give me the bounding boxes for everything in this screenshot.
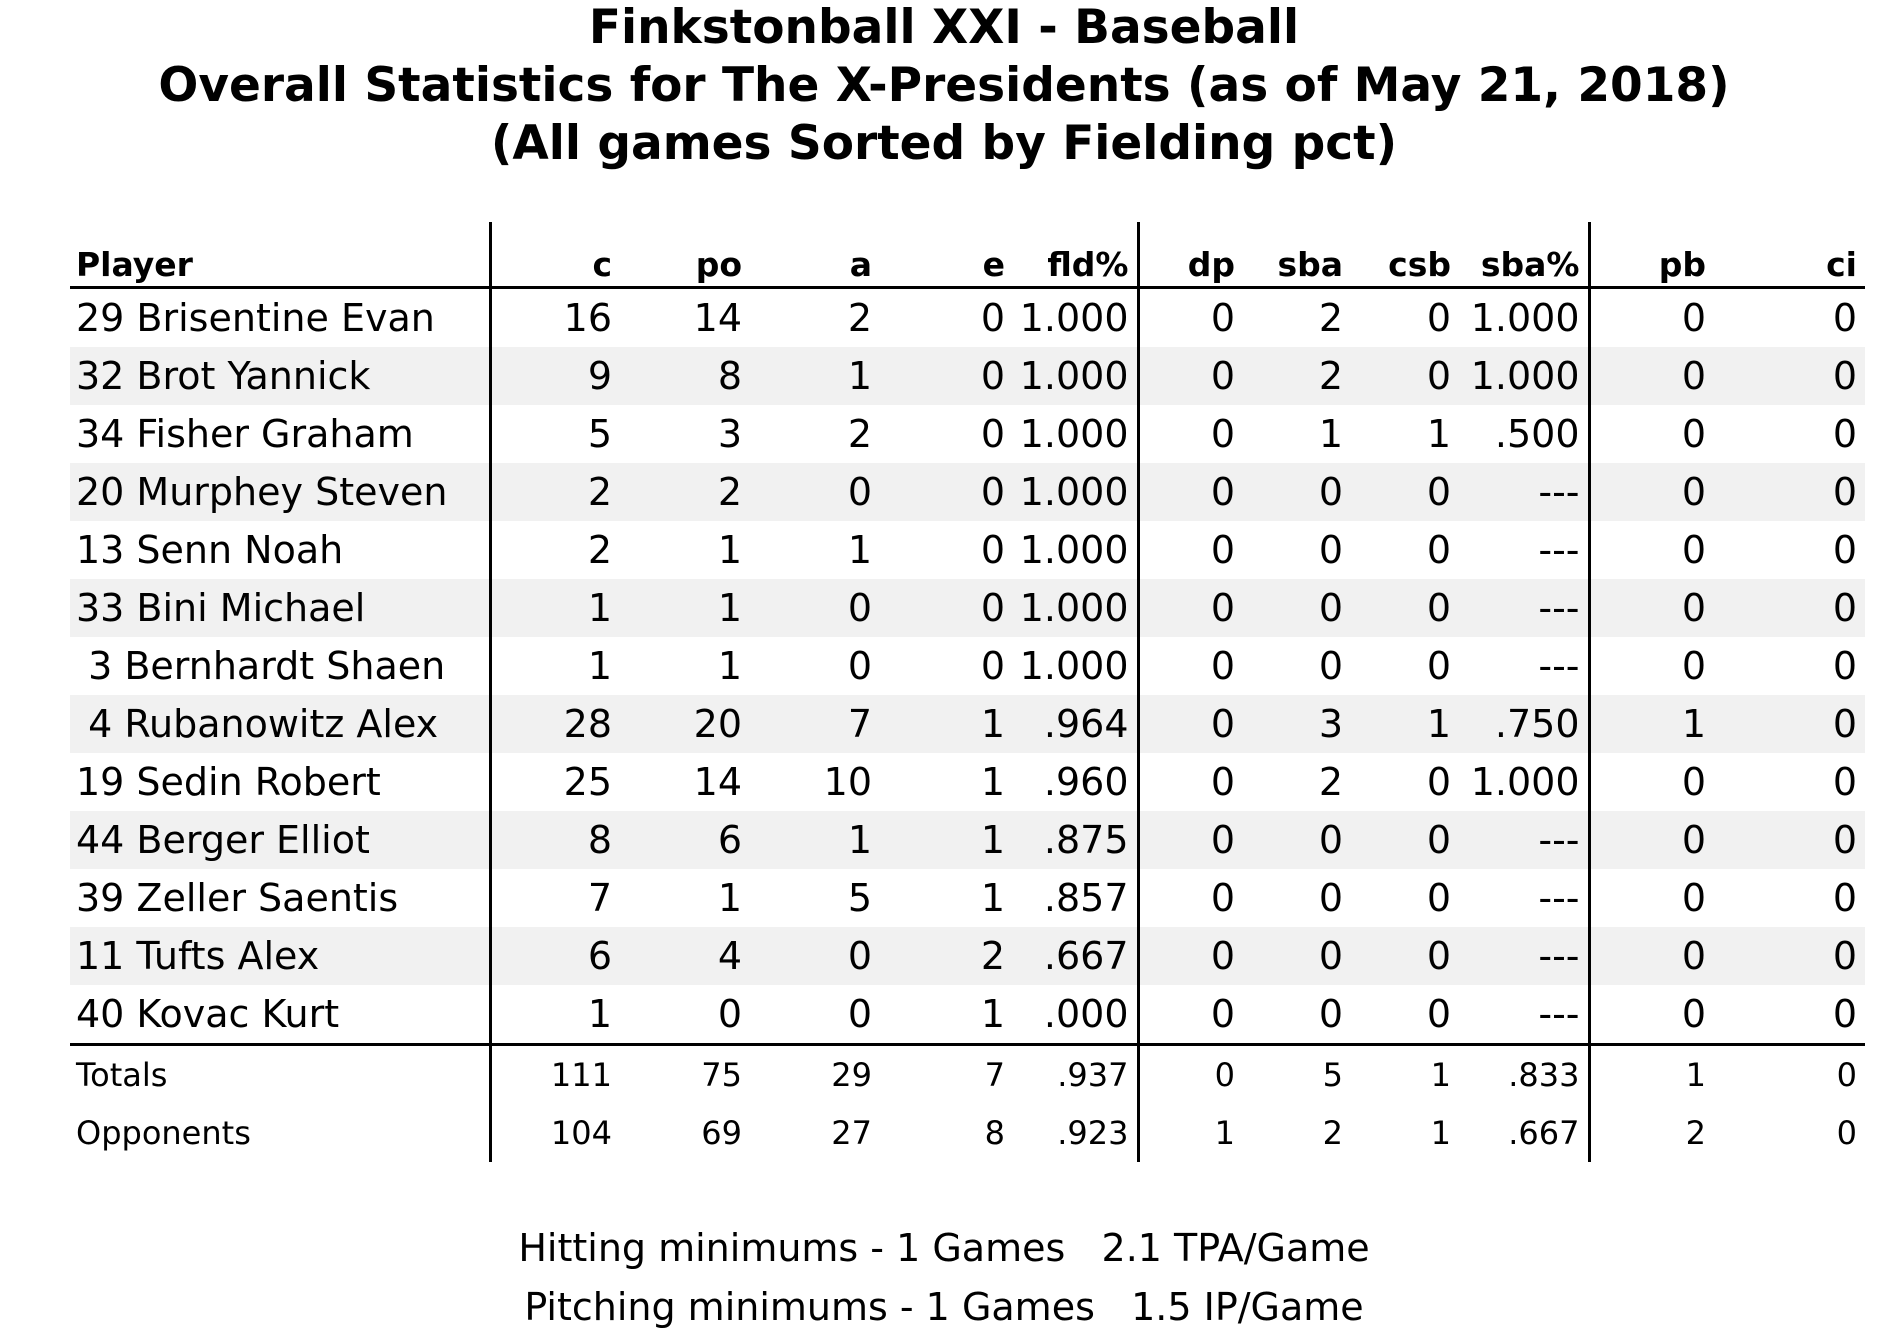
- player-cell: Opponents: [70, 1104, 490, 1162]
- sba-pct-cell: ---: [1459, 579, 1589, 637]
- c-cell: 9: [490, 347, 620, 405]
- dp-cell: 0: [1210, 992, 1235, 1036]
- po-cell: 3: [717, 412, 742, 456]
- table-row: [70, 869, 1865, 927]
- csb-cell: 0: [1426, 296, 1451, 340]
- col-header-ci: ci: [1826, 245, 1857, 284]
- sba-cell: 2: [1318, 296, 1343, 340]
- a-cell: 1: [847, 528, 872, 572]
- table-row: [70, 985, 1865, 1045]
- po-cell: 1: [620, 579, 750, 637]
- pb-cell: 1: [1685, 1056, 1706, 1094]
- po-cell: 1: [717, 876, 742, 920]
- sba-pct-cell: ---: [1459, 811, 1589, 869]
- pb-cell: 0: [1681, 760, 1706, 804]
- e-cell: 1: [880, 695, 1013, 753]
- c-cell: 25: [563, 760, 612, 804]
- title-line-2: Overall Statistics for The X-Presidents (as of May 21, 2018): [158, 58, 1730, 113]
- sba-cell: 0: [1318, 644, 1343, 688]
- sba-pct-cell: ---: [1459, 985, 1589, 1045]
- col-header-csb: csb: [1388, 245, 1451, 284]
- ci-cell: 0: [1832, 412, 1857, 456]
- table-row: [70, 347, 1865, 405]
- pb-cell: 0: [1681, 528, 1706, 572]
- pitching-minimums: Pitching minimums - 1 Games 1.5 IP/Game: [524, 1285, 1364, 1329]
- opponents-row: [70, 1104, 1865, 1162]
- table-row: [70, 637, 1865, 695]
- po-cell: 0: [717, 992, 742, 1036]
- a-cell: 0: [750, 463, 880, 521]
- pb-cell: 0: [1589, 811, 1714, 869]
- e-cell: 0: [980, 412, 1005, 456]
- pb-cell: 2: [1685, 1114, 1706, 1152]
- dp-cell: 0: [1210, 644, 1235, 688]
- sba-cell: 2: [1322, 1114, 1343, 1152]
- pb-cell: 0: [1681, 644, 1706, 688]
- po-cell: 69: [701, 1114, 742, 1152]
- title-line-3: (All games Sorted by Fielding pct): [490, 116, 1398, 171]
- table-row: [70, 405, 1865, 463]
- pb-cell: 1: [1589, 695, 1714, 753]
- a-cell: 29: [831, 1056, 872, 1094]
- po-cell: 1: [717, 644, 742, 688]
- csb-cell: 1: [1351, 695, 1459, 753]
- player-cell: Totals: [70, 1045, 490, 1105]
- sba-pct-cell: .750: [1459, 695, 1589, 753]
- c-cell: 5: [587, 412, 612, 456]
- po-cell: 2: [620, 463, 750, 521]
- a-cell: 2: [847, 296, 872, 340]
- player-cell: 40 Kovac Kurt: [70, 985, 490, 1045]
- csb-cell: 0: [1351, 463, 1459, 521]
- a-cell: 27: [831, 1114, 872, 1152]
- po-cell: 6: [620, 811, 750, 869]
- player-cell: 11 Tufts Alex: [70, 927, 490, 985]
- table-row: [70, 811, 1865, 869]
- ci-cell: 0: [1714, 811, 1865, 869]
- col-header-c: c: [592, 245, 612, 284]
- a-cell: 1: [750, 811, 880, 869]
- e-cell: 2: [880, 927, 1013, 985]
- csb-cell: 1: [1426, 412, 1451, 456]
- po-cell: 20: [620, 695, 750, 753]
- col-header-dp: dp: [1187, 245, 1235, 284]
- ci-cell: 0: [1832, 992, 1857, 1036]
- player-cell: 32 Brot Yannick: [70, 347, 490, 405]
- fld-pct-cell: .937: [1013, 1045, 1138, 1105]
- a-cell: 7: [750, 695, 880, 753]
- a-cell: 0: [750, 579, 880, 637]
- hitting-minimums: Hitting minimums - 1 Games 2.1 TPA/Game: [518, 1226, 1370, 1270]
- table-row: [70, 463, 1865, 521]
- a-cell: 2: [847, 412, 872, 456]
- fld-pct-cell: 1.000: [1013, 579, 1138, 637]
- sba-cell: 2: [1318, 760, 1343, 804]
- ci-cell: 0: [1832, 760, 1857, 804]
- col-header-pb: pb: [1658, 245, 1706, 284]
- a-cell: 0: [750, 927, 880, 985]
- player-cell: 39 Zeller Saentis: [70, 869, 490, 927]
- ci-cell: 0: [1832, 876, 1857, 920]
- pb-cell: 0: [1589, 927, 1714, 985]
- sba-cell: 0: [1318, 876, 1343, 920]
- col-header-e: e: [982, 245, 1005, 284]
- c-cell: 6: [490, 927, 620, 985]
- fld-pct-cell: 1.000: [1013, 288, 1138, 348]
- sba-cell: 0: [1243, 463, 1351, 521]
- csb-cell: 0: [1351, 927, 1459, 985]
- sba-cell: 0: [1243, 579, 1351, 637]
- dp-cell: 0: [1138, 927, 1243, 985]
- fld-pct-cell: .000: [1013, 985, 1138, 1045]
- e-cell: 1: [980, 876, 1005, 920]
- ci-cell: 0: [1832, 644, 1857, 688]
- ci-cell: 0: [1836, 1114, 1857, 1152]
- pb-cell: 0: [1681, 876, 1706, 920]
- fld-pct-cell: 1.000: [1013, 463, 1138, 521]
- sba-cell: 3: [1243, 695, 1351, 753]
- fld-pct-cell: 1.000: [1013, 521, 1138, 579]
- col-header-a: a: [849, 245, 872, 284]
- sba-pct-cell: ---: [1459, 521, 1589, 579]
- col-header-sba-pct: sba%: [1459, 222, 1589, 288]
- sba-cell: 1: [1318, 412, 1343, 456]
- player-cell: 4 Rubanowitz Alex: [70, 695, 490, 753]
- ci-cell: 0: [1832, 296, 1857, 340]
- player-cell: 13 Senn Noah: [70, 521, 490, 579]
- dp-cell: 0: [1210, 296, 1235, 340]
- col-header-player: Player: [70, 222, 490, 288]
- player-cell: 19 Sedin Robert: [70, 753, 490, 811]
- csb-cell: 0: [1351, 347, 1459, 405]
- sba-pct-cell: .500: [1459, 405, 1589, 463]
- po-cell: 4: [620, 927, 750, 985]
- dp-cell: 0: [1210, 876, 1235, 920]
- csb-cell: 0: [1426, 644, 1451, 688]
- header-row: [70, 222, 1865, 288]
- fielding-stats-table: [70, 222, 1865, 1162]
- dp-cell: 0: [1138, 347, 1243, 405]
- e-cell: 0: [980, 528, 1005, 572]
- po-cell: 1: [717, 528, 742, 572]
- col-header-fld-pct: fld%: [1013, 222, 1138, 288]
- e-cell: 0: [980, 644, 1005, 688]
- c-cell: 8: [490, 811, 620, 869]
- e-cell: 1: [980, 760, 1005, 804]
- table-row: [70, 288, 1865, 348]
- c-cell: 104: [550, 1114, 612, 1152]
- sba-pct-cell: ---: [1459, 637, 1589, 695]
- e-cell: 1: [980, 992, 1005, 1036]
- pb-cell: 0: [1589, 579, 1714, 637]
- totals-row: [70, 1045, 1865, 1105]
- sba-pct-cell: .833: [1459, 1045, 1589, 1105]
- table-row: [70, 579, 1865, 637]
- pb-cell: 0: [1681, 412, 1706, 456]
- fld-pct-cell: 1.000: [1013, 637, 1138, 695]
- title-line-1: Finkstonball XXI - Baseball: [588, 0, 1300, 55]
- e-cell: 0: [880, 463, 1013, 521]
- dp-cell: 0: [1210, 528, 1235, 572]
- c-cell: 2: [490, 463, 620, 521]
- table-row: [70, 695, 1865, 753]
- fld-pct-cell: .875: [1013, 811, 1138, 869]
- csb-cell: 0: [1426, 992, 1451, 1036]
- fld-pct-cell: 1.000: [1013, 347, 1138, 405]
- dp-cell: 0: [1138, 579, 1243, 637]
- player-cell: 20 Murphey Steven: [70, 463, 490, 521]
- csb-cell: 0: [1426, 528, 1451, 572]
- dp-cell: 0: [1138, 695, 1243, 753]
- table-row: [70, 753, 1865, 811]
- sba-pct-cell: ---: [1459, 869, 1589, 927]
- po-cell: 8: [620, 347, 750, 405]
- table-row: [70, 521, 1865, 579]
- ci-cell: 0: [1714, 463, 1865, 521]
- sba-pct-cell: .667: [1459, 1104, 1589, 1162]
- a-cell: 0: [847, 992, 872, 1036]
- pb-cell: 0: [1681, 296, 1706, 340]
- c-cell: 1: [587, 644, 612, 688]
- ci-cell: 0: [1832, 528, 1857, 572]
- ci-cell: 0: [1714, 579, 1865, 637]
- csb-cell: 0: [1351, 579, 1459, 637]
- csb-cell: 0: [1426, 760, 1451, 804]
- c-cell: 1: [490, 579, 620, 637]
- player-cell: 44 Berger Elliot: [70, 811, 490, 869]
- fld-pct-cell: .964: [1013, 695, 1138, 753]
- pb-cell: 0: [1681, 992, 1706, 1036]
- sba-cell: 0: [1243, 811, 1351, 869]
- sba-cell: 0: [1318, 528, 1343, 572]
- e-cell: 8: [984, 1114, 1005, 1152]
- ci-cell: 0: [1714, 695, 1865, 753]
- dp-cell: 0: [1138, 811, 1243, 869]
- ci-cell: 0: [1714, 927, 1865, 985]
- sba-pct-cell: ---: [1459, 927, 1589, 985]
- col-header-po: po: [695, 245, 742, 284]
- csb-cell: 0: [1351, 811, 1459, 869]
- table-row: [70, 927, 1865, 985]
- fld-pct-cell: .667: [1013, 927, 1138, 985]
- csb-cell: 1: [1430, 1114, 1451, 1152]
- player-cell: 34 Fisher Graham: [70, 405, 490, 463]
- fld-pct-cell: .857: [1013, 869, 1138, 927]
- player-cell: 3 Bernhardt Shaen: [70, 637, 490, 695]
- csb-cell: 1: [1430, 1056, 1451, 1094]
- dp-cell: 0: [1138, 463, 1243, 521]
- dp-cell: 0: [1214, 1056, 1235, 1094]
- csb-cell: 0: [1426, 876, 1451, 920]
- po-cell: 14: [693, 760, 742, 804]
- pb-cell: 0: [1589, 347, 1714, 405]
- po-cell: 14: [693, 296, 742, 340]
- sba-cell: 0: [1318, 992, 1343, 1036]
- ci-cell: 0: [1714, 347, 1865, 405]
- e-cell: 1: [880, 811, 1013, 869]
- sba-cell: 5: [1322, 1056, 1343, 1094]
- sba-pct-cell: 1.000: [1459, 753, 1589, 811]
- col-header-sba: sba: [1277, 245, 1343, 284]
- c-cell: 28: [490, 695, 620, 753]
- c-cell: 2: [587, 528, 612, 572]
- pb-cell: 0: [1589, 463, 1714, 521]
- dp-cell: 1: [1214, 1114, 1235, 1152]
- fld-pct-cell: .960: [1013, 753, 1138, 811]
- c-cell: 7: [587, 876, 612, 920]
- dp-cell: 0: [1210, 412, 1235, 456]
- e-cell: 0: [880, 579, 1013, 637]
- a-cell: 10: [823, 760, 872, 804]
- c-cell: 111: [550, 1056, 612, 1094]
- player-cell: 33 Bini Michael: [70, 579, 490, 637]
- ci-cell: 0: [1836, 1056, 1857, 1094]
- fld-pct-cell: 1.000: [1013, 405, 1138, 463]
- c-cell: 16: [563, 296, 612, 340]
- sba-cell: 2: [1243, 347, 1351, 405]
- e-cell: 0: [880, 347, 1013, 405]
- e-cell: 7: [984, 1056, 1005, 1094]
- sba-cell: 0: [1243, 927, 1351, 985]
- sba-pct-cell: ---: [1459, 463, 1589, 521]
- dp-cell: 0: [1210, 760, 1235, 804]
- c-cell: 1: [587, 992, 612, 1036]
- a-cell: 0: [847, 644, 872, 688]
- a-cell: 5: [847, 876, 872, 920]
- player-cell: 29 Brisentine Evan: [70, 288, 490, 348]
- e-cell: 0: [980, 296, 1005, 340]
- fld-pct-cell: .923: [1013, 1104, 1138, 1162]
- a-cell: 1: [750, 347, 880, 405]
- sba-pct-cell: 1.000: [1459, 288, 1589, 348]
- po-cell: 75: [701, 1056, 742, 1094]
- sba-pct-cell: 1.000: [1459, 347, 1589, 405]
